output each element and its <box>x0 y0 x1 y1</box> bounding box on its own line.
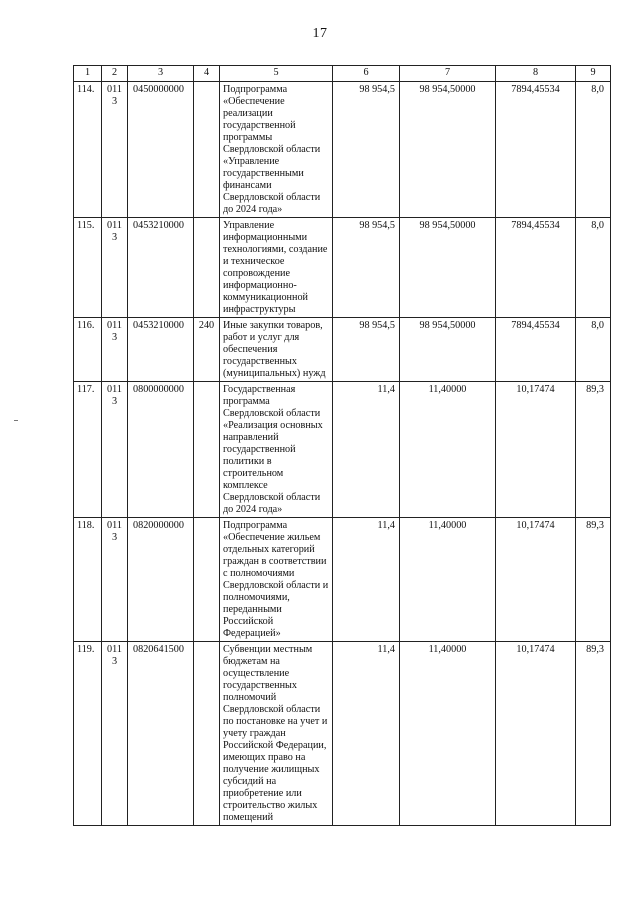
department-code: 0113 <box>102 642 128 826</box>
department-code: 0113 <box>102 382 128 518</box>
table-row <box>74 518 611 642</box>
expense-type-code: 240 <box>194 318 220 382</box>
row-number: 116. <box>74 318 102 382</box>
header-cell: 4 <box>194 66 220 82</box>
header-cell: 9 <box>576 66 611 82</box>
row-number: 117. <box>74 382 102 518</box>
budget-table <box>73 65 611 826</box>
item-name: Иные закупки товаров, работ и услуг для обеспечения государственных (муниципальных) нужд <box>220 318 333 382</box>
amount-col7: 11,40000 <box>400 518 496 642</box>
amount-col8: 10,17474 <box>496 518 576 642</box>
percent-col9: 89,3 <box>576 642 611 826</box>
amount-col7: 98 954,50000 <box>400 82 496 218</box>
header-cell: 6 <box>333 66 400 82</box>
amount-col8: 10,17474 <box>496 642 576 826</box>
target-article-code: 0820000000 <box>128 518 194 642</box>
expense-type-code <box>194 642 220 826</box>
scan-mark <box>14 420 18 421</box>
table-row <box>74 218 611 318</box>
amount-col8: 10,17474 <box>496 382 576 518</box>
table-row <box>74 382 611 518</box>
table-row <box>74 82 611 218</box>
expense-type-code <box>194 82 220 218</box>
percent-col9: 8,0 <box>576 218 611 318</box>
target-article-code: 0450000000 <box>128 82 194 218</box>
item-name: Подпрограмма «Обеспечение жильем отдельных категорий граждан в соответствии с полномочиями Свердловской области и полномочиями, переданными Российской Федерацией» <box>220 518 333 642</box>
department-code: 0113 <box>102 82 128 218</box>
header-cell: 8 <box>496 66 576 82</box>
amount-col6: 98 954,5 <box>333 218 400 318</box>
item-name: Подпрограмма «Обеспечение реализации государственной программы Свердловской области «Управление государственными финансами Свердловской области до 2024 года» <box>220 82 333 218</box>
table-row <box>74 642 611 826</box>
page-number: 17 <box>312 26 328 41</box>
expense-type-code <box>194 382 220 518</box>
amount-col8: 7894,45534 <box>496 82 576 218</box>
target-article-code: 0453210000 <box>128 218 194 318</box>
amount-col7: 98 954,50000 <box>400 318 496 382</box>
header-cell: 1 <box>74 66 102 82</box>
target-article-code: 0453210000 <box>128 318 194 382</box>
amount-col6: 98 954,5 <box>333 82 400 218</box>
amount-col6: 11,4 <box>333 518 400 642</box>
percent-col9: 8,0 <box>576 318 611 382</box>
item-name: Субвенции местным бюджетам на осуществление государственных полномочий Свердловской области по постановке на учет и учету граждан Российской Федерации, имеющих право на получение жилищных субсидий на приобретение или строительство жилых помещений <box>220 642 333 826</box>
row-number: 118. <box>74 518 102 642</box>
amount-col8: 7894,45534 <box>496 218 576 318</box>
department-code: 0113 <box>102 318 128 382</box>
percent-col9: 89,3 <box>576 518 611 642</box>
amount-col6: 11,4 <box>333 642 400 826</box>
header-cell: 7 <box>400 66 496 82</box>
department-code: 0113 <box>102 218 128 318</box>
row-number: 115. <box>74 218 102 318</box>
amount-col7: 11,40000 <box>400 382 496 518</box>
amount-col8: 7894,45534 <box>496 318 576 382</box>
target-article-code: 0800000000 <box>128 382 194 518</box>
amount-col7: 98 954,50000 <box>400 218 496 318</box>
row-number: 114. <box>74 82 102 218</box>
department-code: 0113 <box>102 518 128 642</box>
percent-col9: 8,0 <box>576 82 611 218</box>
header-cell: 2 <box>102 66 128 82</box>
row-number: 119. <box>74 642 102 826</box>
amount-col6: 11,4 <box>333 382 400 518</box>
table-row <box>74 318 611 382</box>
amount-col7: 11,40000 <box>400 642 496 826</box>
percent-col9: 89,3 <box>576 382 611 518</box>
item-name: Государственная программа Свердловской области «Реализация основных направлений государственной политики в строительном комплексе Свердловской области до 2024 года» <box>220 382 333 518</box>
item-name: Управление информационными технологиями, создание и техническое сопровождение информационно-коммуникационной инфраструктуры <box>220 218 333 318</box>
target-article-code: 0820641500 <box>128 642 194 826</box>
expense-type-code <box>194 518 220 642</box>
header-cell: 3 <box>128 66 194 82</box>
header-row <box>74 66 611 82</box>
amount-col6: 98 954,5 <box>333 318 400 382</box>
header-cell: 5 <box>220 66 333 82</box>
expense-type-code <box>194 218 220 318</box>
